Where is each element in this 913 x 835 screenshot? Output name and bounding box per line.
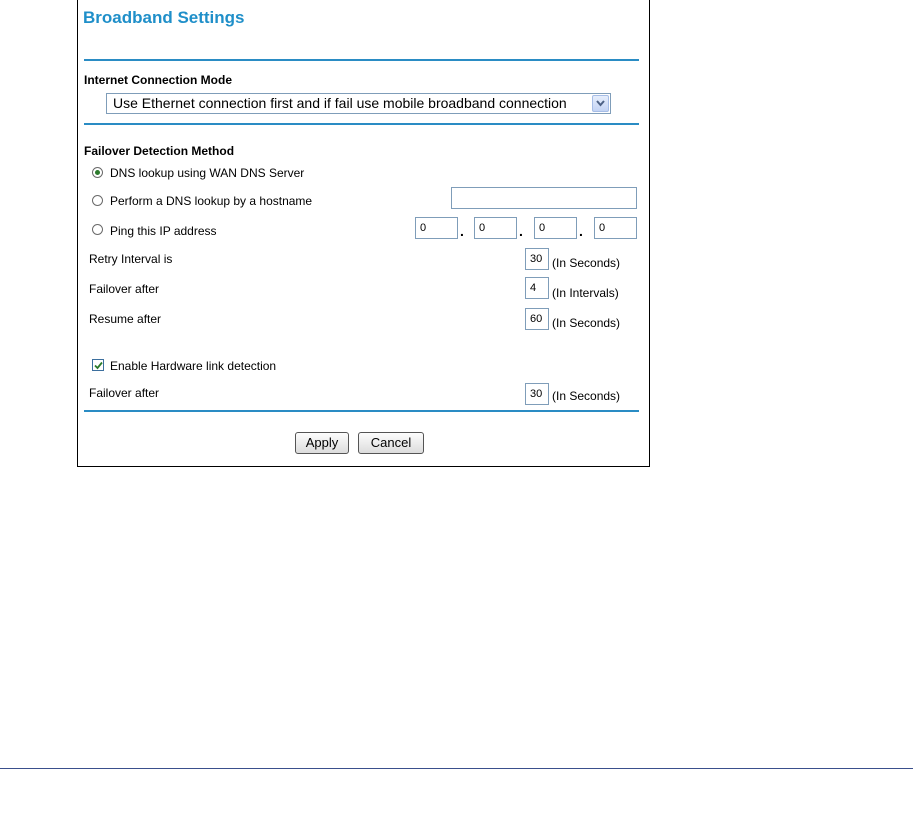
broadband-settings-panel: [77, 0, 650, 467]
resume-after-unit: (In Seconds): [552, 316, 621, 330]
connection-mode-value: Use Ethernet connection first and if fail use mobile broadband connection: [113, 95, 567, 111]
ip-separator: .: [460, 223, 464, 239]
hardware-detection-checkbox[interactable]: [92, 359, 104, 371]
ip-separator: .: [579, 223, 583, 239]
radio-ping-ip[interactable]: [92, 224, 103, 235]
ip-octet-2-input[interactable]: 0: [474, 217, 517, 239]
connection-mode-label: Internet Connection Mode: [84, 73, 232, 87]
resume-after-label: Resume after: [89, 312, 162, 326]
divider: [84, 410, 639, 412]
retry-interval-label: Retry Interval is: [89, 252, 173, 266]
radio-dns-wan-label: DNS lookup using WAN DNS Server: [110, 166, 305, 180]
failover-after-unit: (In Intervals): [552, 286, 619, 300]
ip-octet-1-input[interactable]: 0: [415, 217, 458, 239]
failover-method-label: Failover Detection Method: [84, 144, 235, 158]
resume-after-input[interactable]: 60: [525, 308, 549, 330]
hardware-detection-label: Enable Hardware link detection: [110, 359, 277, 373]
failover-after-input[interactable]: 4: [525, 277, 549, 299]
chevron-down-icon[interactable]: [592, 95, 609, 112]
radio-ping-ip-label: Ping this IP address: [110, 224, 217, 238]
ip-octet-4-input[interactable]: 0: [594, 217, 637, 239]
ip-octet-3-input[interactable]: 0: [534, 217, 577, 239]
footer-divider: [0, 768, 913, 769]
connection-mode-select[interactable]: [106, 93, 611, 114]
radio-dns-hostname-label: Perform a DNS lookup by a hostname: [110, 194, 313, 208]
hw-failover-after-unit: (In Seconds): [552, 389, 621, 403]
radio-dns-hostname[interactable]: [92, 195, 103, 206]
radio-dns-wan[interactable]: [92, 167, 103, 178]
retry-interval-input[interactable]: 30: [525, 248, 549, 270]
hw-failover-after-label: Failover after: [89, 386, 160, 400]
divider: [84, 123, 639, 125]
retry-interval-unit: (In Seconds): [552, 256, 621, 270]
hw-failover-after-input[interactable]: 30: [525, 383, 549, 405]
failover-after-label: Failover after: [89, 282, 160, 296]
page-title: Broadband Settings: [83, 8, 245, 27]
cancel-button[interactable]: Cancel: [358, 432, 424, 454]
apply-button[interactable]: Apply: [295, 432, 349, 454]
hostname-input[interactable]: [451, 187, 637, 209]
divider: [84, 59, 639, 61]
ip-separator: .: [519, 223, 523, 239]
